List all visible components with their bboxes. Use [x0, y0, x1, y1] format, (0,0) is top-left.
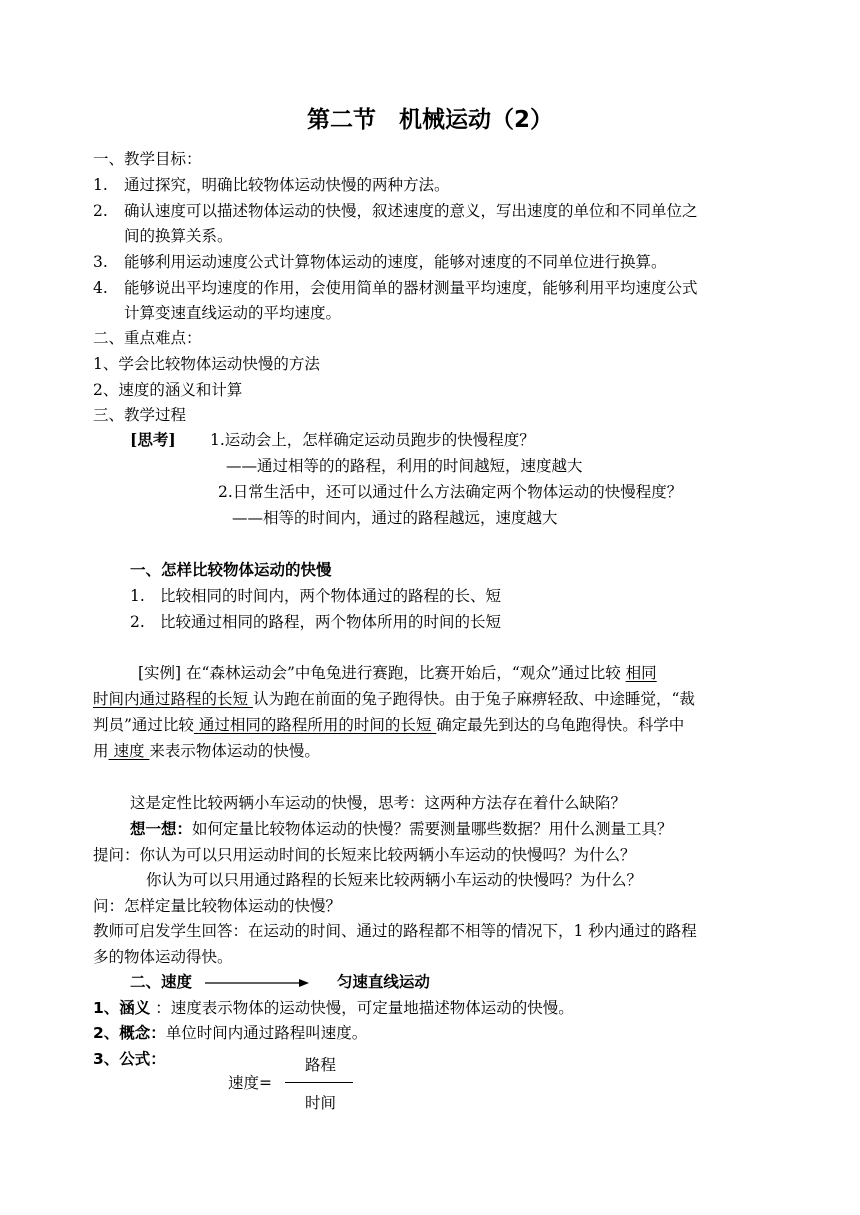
example-line-4: [93, 740, 320, 762]
section-2-heading: [130, 971, 430, 993]
key-point-2: 2、速度的涵义和计算: [93, 381, 243, 399]
section-1-item-2-num: 2.: [130, 613, 145, 631]
definition-2: [93, 1022, 367, 1044]
ask-question-1: 你认为可以只用运动时间的长短来比较两辆小车运动的快慢吗？为什么？: [139, 846, 636, 864]
key-points-heading: 二、重点难点：: [93, 329, 202, 347]
section-1-item-1-text: 比较相同的时间内，两个物体通过的路程的长、短: [160, 587, 502, 605]
definition-2-text: 单位时间内通过路程叫速度。: [165, 1024, 368, 1042]
fraction-bar: [285, 1082, 353, 1083]
formula-lhs: 速度=: [228, 1074, 272, 1092]
think-label: [思考]: [130, 430, 176, 449]
goal-1-text: 通过探究，明确比较物体运动快慢的两种方法。: [124, 176, 450, 194]
definition-1: [93, 997, 574, 1019]
goal-2-text-cont: 间的换算关系。: [124, 227, 233, 245]
key-point-1: 1、学会比较物体运动快慢的方法: [93, 355, 320, 373]
think-question-2: 2.日常生活中，还可以通过什么方法确定两个物体运动的快慢程度？: [218, 483, 683, 501]
ask-line-1: [93, 844, 636, 866]
formula-denominator: 时间: [305, 1094, 337, 1112]
goal-1-num: 1.: [93, 176, 108, 194]
goal-4-num: 4.: [93, 279, 108, 297]
section-1-item-1-num: 1.: [130, 587, 145, 605]
example-blank-1: 相同: [625, 664, 657, 682]
section-2-heading-left: 二、速度: [130, 973, 193, 991]
right-arrow-icon: [205, 978, 309, 988]
discussion-paragraph: 这是定性比较两辆小车运动的快慢，思考：这两种方法存在着什么缺陷？: [130, 794, 627, 812]
example-line-1: [138, 662, 657, 684]
example-line-3: [93, 714, 684, 736]
example-text: 来表示物体运动的快慢。: [149, 742, 320, 760]
think-answer-2: ——相等的时间内，通过的路程越远，速度越大: [232, 509, 558, 527]
think-more-line: [130, 818, 673, 840]
ask-question-3: 问：怎样定量比较物体运动的快慢？: [93, 897, 342, 915]
think-question-1: 1.运动会上，怎样确定运动员跑步的快慢程度？: [210, 431, 535, 449]
example-text: [实例] 在“森林运动会”中龟兔进行赛跑，比赛开始后，“观众”通过比较: [138, 664, 626, 682]
goal-2-text: 确认速度可以描述物体运动的快慢，叙述速度的意义，写出速度的单位和不同单位之: [124, 202, 698, 220]
teacher-hint-1: 教师可启发学生回答：在运动的时间、通过的路程都不相等的情况下，1 秒内通过的路程: [93, 922, 697, 940]
goal-2-num: 2.: [93, 202, 108, 220]
think-more-label: 想一想：: [130, 820, 193, 838]
example-text: 认为跑在前面的兔子跑得快。由于兔子麻痹轻敌、中途睡觉，“裁: [252, 690, 695, 708]
section-1-item-2-text: 比较通过相同的路程，两个物体所用的时间的长短: [160, 613, 502, 631]
goal-4-text-cont: 计算变速直线运动的平均速度。: [124, 304, 342, 322]
example-line-2: [93, 688, 695, 710]
teacher-hint-2: 多的物体运动得快。: [93, 948, 233, 966]
example-blank-2: 通过相同的路程所用的时间的长短: [193, 716, 437, 734]
definition-1-text: ：速度表示物体的运动快慢，可定量地描述物体运动的快慢。: [150, 999, 574, 1017]
goal-3-text: 能够利用运动速度公式计算物体运动的速度，能够对速度的不同单位进行换算。: [124, 253, 667, 271]
example-blank-1-cont: 时间内通过路程的长短: [93, 690, 253, 708]
section-1-heading: 一、怎样比较物体运动的快慢: [130, 561, 332, 579]
definition-2-label: 2、概念：: [93, 1024, 166, 1042]
definition-1-label: 1、涵义: [93, 999, 151, 1017]
think-more-text: 如何定量比较物体运动的快慢？需要测量哪些数据？用什么测量工具？: [192, 820, 673, 838]
process-heading: 三、教学过程: [93, 406, 187, 424]
definition-3-label: 3、公式：: [93, 1050, 166, 1068]
goal-3-num: 3.: [93, 253, 108, 271]
ask-question-2: 你认为可以只用通过路程的长短来比较两辆小车运动的快慢吗？为什么？: [146, 871, 643, 889]
page-title: 第二节 机械运动（2）: [306, 107, 553, 133]
goals-heading: 一、教学目标：: [93, 150, 202, 168]
example-text: 确定最先到达的乌龟跑得快。科学中: [436, 716, 685, 734]
example-blank-3: 速度: [108, 742, 150, 760]
goal-4-text: 能够说出平均速度的作用，会使用简单的器材测量平均速度，能够利用平均速度公式: [124, 279, 698, 297]
think-answer-1: ——通过相等的的路程，利用的时间越短，速度越大: [226, 457, 583, 475]
ask-prefix: 提问：: [93, 846, 140, 864]
example-text: 用: [93, 742, 109, 760]
example-text: 判员”通过比较: [93, 716, 194, 734]
formula-numerator: 路程: [305, 1056, 337, 1074]
section-2-heading-right: 匀速直线运动: [336, 973, 430, 991]
